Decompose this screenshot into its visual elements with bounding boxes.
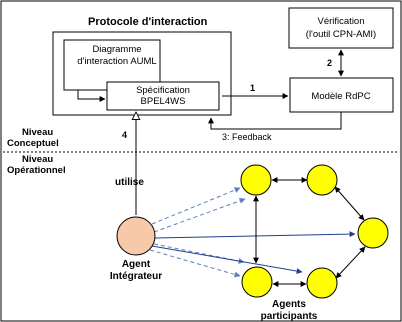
rdpc-label: Modèle RdPC (311, 91, 371, 102)
arrow-2-label: 2 (327, 58, 333, 68)
agent-e-c-link (336, 247, 365, 278)
integrator-to-agent-c-arrow (155, 234, 355, 238)
integrator-agent (117, 217, 155, 255)
participants-label-1: Agents (272, 299, 306, 310)
level-operational-1: Niveau (22, 154, 54, 165)
arrow-4-label: 4 (122, 130, 128, 140)
integrator-label-2: Intégrateur (109, 271, 163, 282)
level-operational-2: Opérationnel (7, 165, 66, 176)
arrow-1-label: 1 (250, 83, 256, 93)
integrator-label-1: Agent (121, 259, 151, 270)
verification-box (289, 8, 393, 48)
auml-label-2: d'interaction AUML (77, 56, 157, 67)
utilise-label: utilise (115, 177, 144, 188)
verification-label-2: (l'outil CPN-AMI) (305, 29, 377, 40)
bpel-label-2: BPEL4WS (140, 96, 186, 107)
verification-label-1: Vérification (317, 16, 365, 27)
level-conceptual-1: Niveau (22, 127, 54, 138)
feedback-label: 3: Feedback (222, 132, 272, 142)
level-conceptual-2: Conceptuel (7, 138, 59, 149)
agent-b-c-link (335, 187, 364, 220)
participants-label-2: participants (260, 311, 318, 322)
auml-label-1: Diagramme (92, 44, 142, 55)
participant-agent-d (242, 267, 272, 297)
bpel-label-1: Spécification (136, 85, 190, 96)
participant-agent-b (307, 165, 337, 195)
participant-agent-e (307, 268, 337, 298)
protocol-title: Protocole d'interaction (88, 16, 208, 28)
participant-agent-a (241, 165, 271, 195)
participant-agent-c (358, 218, 388, 248)
integrator-to-agent-a-arrow-2 (154, 199, 245, 232)
integrator-to-agent-e-arrow (152, 246, 302, 272)
